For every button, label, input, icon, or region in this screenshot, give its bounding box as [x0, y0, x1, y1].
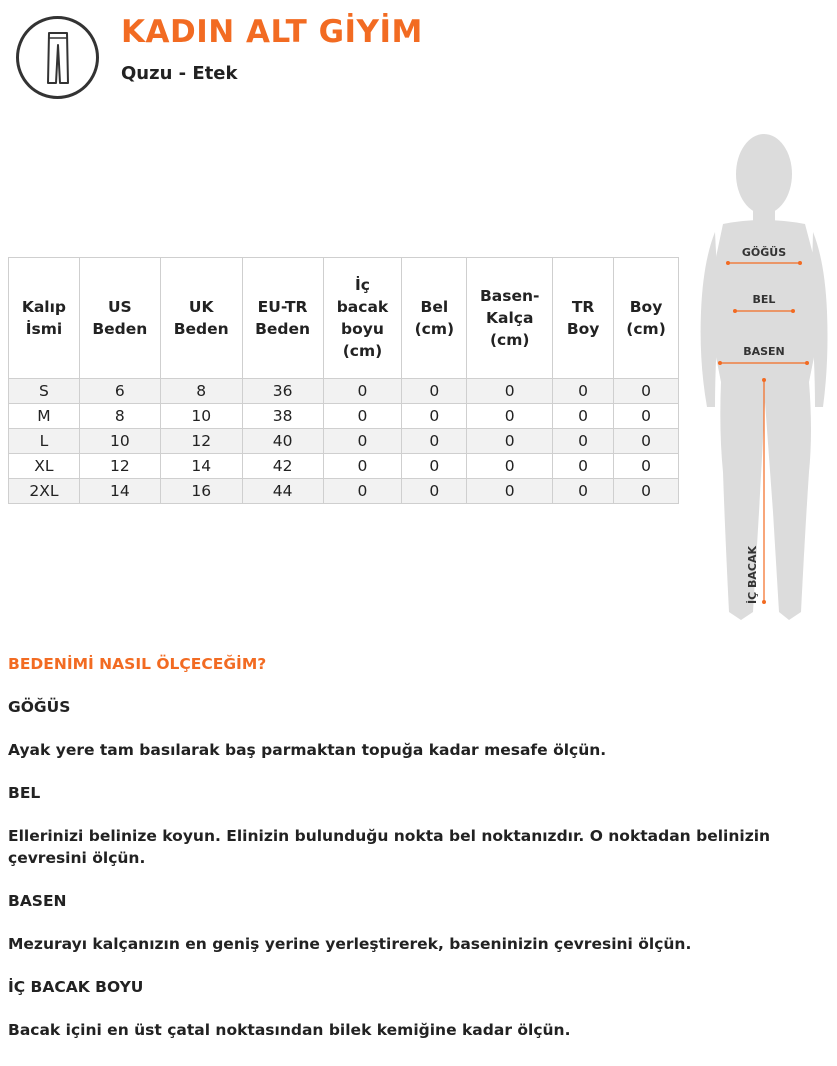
table-cell: 0 — [323, 479, 402, 504]
column-header — [553, 258, 614, 379]
chest-label: GÖĞÜS — [741, 246, 787, 259]
measurement-guide — [8, 653, 818, 1062]
table-cell: 12 — [79, 454, 160, 479]
table-cell: 0 — [614, 454, 679, 479]
table-cell: 14 — [79, 479, 160, 504]
column-header-text: boyu — [341, 320, 384, 338]
table-cell: M — [9, 404, 80, 429]
column-header-text: (cm) — [489, 331, 530, 349]
table-row — [9, 454, 679, 479]
column-header-text: bacak — [336, 298, 389, 316]
table-cell: S — [9, 379, 80, 404]
table-cell: 0 — [467, 379, 553, 404]
table-cell: 14 — [160, 454, 242, 479]
guide-section-text: Bacak içini en üst çatal noktasından bilek kemiğine kadar ölçün. — [8, 1021, 571, 1039]
column-header-text: (cm) — [626, 320, 666, 338]
table-cell: 40 — [242, 429, 323, 454]
table-cell: 0 — [402, 429, 467, 454]
column-header-text: Beden — [173, 320, 229, 338]
guide-section-title: BEL — [8, 784, 41, 802]
table-cell: 0 — [614, 429, 679, 454]
table-row — [9, 429, 679, 454]
table-cell: 0 — [323, 379, 402, 404]
column-header-text: Boy — [629, 298, 663, 316]
guide-section-title: GÖĞÜS — [8, 698, 71, 716]
column-header-text: İç — [354, 276, 370, 294]
size-table — [8, 257, 679, 504]
table-cell: 0 — [323, 429, 402, 454]
table-cell: 0 — [467, 429, 553, 454]
table-cell: 0 — [467, 479, 553, 504]
guide-section-title: İÇ BACAK BOYU — [8, 978, 144, 996]
table-cell: 0 — [323, 454, 402, 479]
column-header — [614, 258, 679, 379]
table-cell: 0 — [323, 404, 402, 429]
hip-label: BASEN — [743, 345, 785, 358]
column-header — [242, 258, 323, 379]
column-header — [9, 258, 80, 379]
column-header-text: Beden — [92, 320, 148, 338]
table-cell: 8 — [79, 404, 160, 429]
column-header-text: US — [107, 298, 132, 316]
table-cell: 0 — [402, 404, 467, 429]
pants-icon — [16, 16, 99, 99]
waist-label: BEL — [752, 293, 776, 306]
column-header-text: Beden — [255, 320, 311, 338]
table-header-row — [9, 258, 679, 379]
column-header-text: TR — [571, 298, 595, 316]
column-header — [467, 258, 553, 379]
table-cell: 0 — [402, 479, 467, 504]
column-header — [79, 258, 160, 379]
column-header — [402, 258, 467, 379]
column-header-text: Basen- — [479, 287, 540, 305]
table-cell: 0 — [402, 379, 467, 404]
table-cell: 44 — [242, 479, 323, 504]
column-header-text: UK — [188, 298, 214, 316]
table-cell: XL — [9, 454, 80, 479]
table-row — [9, 379, 679, 404]
table-cell: L — [9, 429, 80, 454]
column-header-text: İsmi — [25, 320, 63, 338]
column-header-text: Kalıp — [21, 298, 67, 316]
table-cell: 12 — [160, 429, 242, 454]
table-cell: 8 — [160, 379, 242, 404]
column-header — [323, 258, 402, 379]
table-cell: 0 — [614, 404, 679, 429]
table-cell: 0 — [553, 404, 614, 429]
column-header — [160, 258, 242, 379]
table-cell: 10 — [160, 404, 242, 429]
table-cell: 0 — [553, 454, 614, 479]
guide-section-text: Ayak yere tam basılarak baş parmaktan topuğa kadar mesafe ölçün. — [8, 741, 607, 759]
guide-heading: BEDENİMİ NASIL ÖLÇECEĞİM? — [8, 655, 267, 673]
table-row — [9, 404, 679, 429]
column-header-text: Kalça — [486, 309, 534, 327]
table-cell: 10 — [79, 429, 160, 454]
column-header-text: (cm) — [342, 342, 383, 360]
table-cell: 6 — [79, 379, 160, 404]
table-cell: 0 — [553, 429, 614, 454]
body-measurement-figure — [693, 132, 837, 626]
guide-section-text: Ellerinizi belinize koyun. Elinizin bulunduğu nokta bel noktanızdır. O noktadan belinizin çevresini ölçün. — [8, 827, 771, 867]
column-header-text: EU-TR — [257, 298, 308, 316]
page-title: KADIN ALT GİYİM — [121, 14, 423, 50]
product-subtitle: Quzu - Etek — [121, 63, 238, 84]
table-cell: 36 — [242, 379, 323, 404]
guide-section-text: Mezurayı kalçanızın en geniş yerine yerleştirerek, baseninizin çevresini ölçün. — [8, 935, 692, 953]
table-cell: 0 — [614, 479, 679, 504]
table-cell: 0 — [553, 379, 614, 404]
table-body — [9, 379, 679, 504]
guide-sections — [8, 696, 818, 1041]
column-header-text: Boy — [566, 320, 600, 338]
column-header-text: (cm) — [414, 320, 455, 338]
table-cell: 42 — [242, 454, 323, 479]
column-header-text: Bel — [420, 298, 449, 316]
table-cell: 2XL — [9, 479, 80, 504]
table-cell: 0 — [553, 479, 614, 504]
inseam-label: İÇ BACAK — [746, 545, 759, 604]
guide-section-title: BASEN — [8, 892, 67, 910]
table-cell: 16 — [160, 479, 242, 504]
table-cell: 0 — [614, 379, 679, 404]
table-cell: 0 — [402, 454, 467, 479]
table-cell: 0 — [467, 404, 553, 429]
table-row — [9, 479, 679, 504]
table-cell: 0 — [467, 454, 553, 479]
table-cell: 38 — [242, 404, 323, 429]
